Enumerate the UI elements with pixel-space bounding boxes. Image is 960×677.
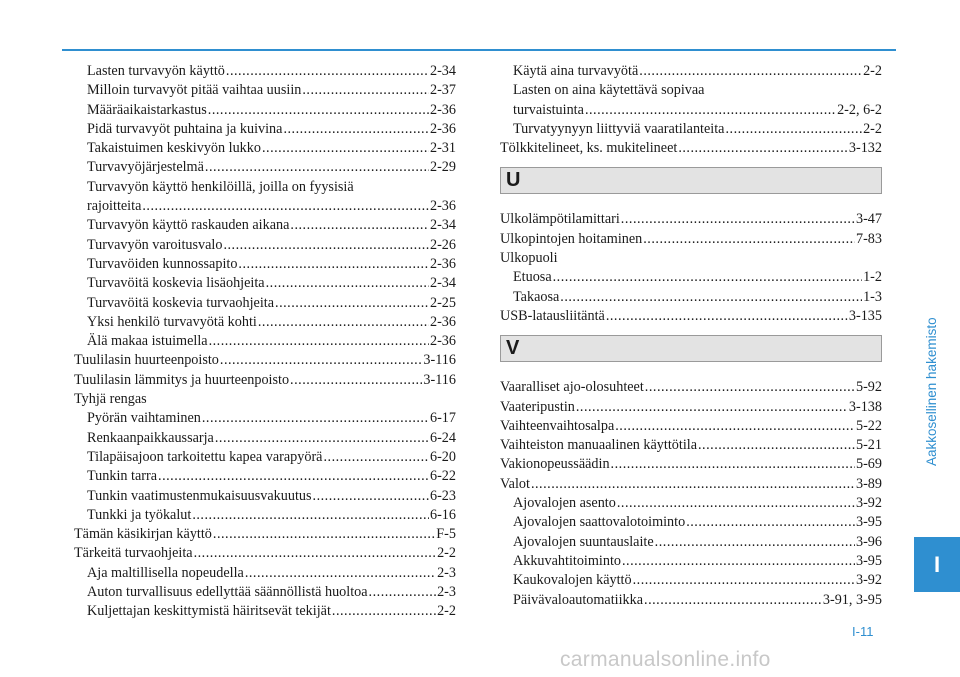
entry-term: Tilapäisajoon tarkoitettu kapea varapyörä [87,448,323,465]
entry-term: Ulkolämpötilamittari [500,211,620,228]
index-entry [74,544,456,563]
entry-term: Aja maltillisella nopeudella [87,564,244,581]
dot-leader [622,552,855,571]
dot-leader [205,158,429,177]
index-entry [500,307,882,326]
entry-page-ref: 6-16 [429,506,456,523]
entry-term: Turvavöitä koskevia lisäohjeita [87,275,265,292]
dot-leader [576,398,848,417]
dot-leader [553,268,862,287]
dot-leader [655,533,855,552]
section-letter: U [506,169,521,192]
dot-leader [323,448,429,467]
entry-term: Ulkopintojen hoitaminen [500,230,643,247]
dot-leader [615,417,855,436]
entry-term: Ajovalojen saattovalotoiminto [513,514,686,531]
index-entry [74,429,456,448]
index-entry [74,467,456,486]
entry-page-ref: 2-2 [437,545,456,562]
page-number: I-11 [852,624,874,639]
dot-leader [266,274,429,293]
index-entry [500,571,882,590]
index-entry [74,332,456,351]
entry-term: Milloin turvavyöt pitää vaihtaa uusiin [87,82,302,99]
entry-term: turvaistuinta [513,101,584,118]
dot-leader [223,236,429,255]
index-entry [74,120,456,139]
dot-leader [560,288,862,307]
index-entry [74,313,456,332]
index-group-t-continued [500,62,882,158]
index-entry [74,101,456,120]
index-entry: Lasten on aina käytettävä sopivaa [513,82,705,99]
dot-leader [644,591,822,610]
entry-page-ref: 1-2 [863,269,882,286]
entry-term: Vakionopeussäädin [500,456,610,473]
entry-page-ref: 5-21 [855,437,882,454]
entry-term: Tuulilasin huurteenpoisto [74,352,219,369]
entry-page-ref: 2-34 [429,275,456,292]
entry-page-ref: 3-95 [855,552,882,569]
dot-leader [275,294,429,313]
entry-term: Valot [500,475,530,492]
index-entry [500,62,882,81]
entry-page-ref: 3-47 [855,211,882,228]
entry-term: Päivävaloautomatiikka [513,591,644,608]
index-entry [500,417,882,436]
index-entry [500,288,882,307]
entry-page-ref: 2-3 [437,564,456,581]
section-header-u [500,167,882,194]
entry-page-ref: 2-34 [429,63,456,79]
entry-page-ref: 2-2, 6-2 [837,101,882,118]
entry-term: Tölkkitelineet, ks. mukitelineet [500,140,678,157]
entry-page-ref: 6-23 [429,487,456,504]
index-entry [74,602,456,621]
entry-page-ref: 3-91, 3-95 [822,591,882,608]
entry-term: Auton turvallisuus edellyttää säännöllistä huoltoa [87,584,368,601]
dot-leader [283,120,429,139]
dot-leader [698,436,855,455]
index-entry [500,378,882,397]
entry-page-ref: 3-116 [423,352,456,369]
dot-leader [302,81,429,100]
entry-page-ref: 2-2 [863,63,882,79]
entry-term: Vaihteiston manuaalinen käyttötila [500,437,697,454]
index-entry [74,371,456,390]
entry-term: Tärkeitä turvaohjeita [74,545,193,562]
index-group-v [500,378,882,610]
index-entry [500,139,882,158]
dot-leader [192,506,429,525]
entry-term: Takaosa [513,288,560,305]
dot-leader [245,564,436,583]
entry-page-ref: 2-31 [429,140,456,157]
entry-page-ref: 6-17 [429,410,456,427]
entry-page-ref: 3-138 [848,398,882,415]
dot-leader [621,210,855,229]
dot-leader [213,525,435,544]
entry-page-ref: 2-37 [429,82,456,99]
entry-page-ref: 2-25 [429,294,456,311]
dot-leader [202,409,429,428]
index-entry [74,506,456,525]
entry-term: Käytä aina turvavyötä [513,63,639,79]
entry-term: Ajovalojen suuntauslaite [513,533,654,550]
index-entry [500,513,882,532]
entry-term: Kuljettajan keskittymistä häiritsevät tekijät [87,603,331,620]
dot-leader [611,455,855,474]
section-letter: V [506,337,520,360]
index-entry [74,158,456,177]
dot-leader [142,197,429,216]
index-entry [74,62,456,81]
entry-term: Vaihteenvaihtosalpa [500,417,615,434]
dot-leader [606,307,848,326]
entry-page-ref: 2-26 [429,236,456,253]
index-entry [74,525,456,544]
dot-leader [194,544,437,563]
entry-page-ref: 2-36 [429,101,456,118]
entry-term: Lasten turvavyön käyttö [87,63,225,79]
entry-term: Renkaanpaikkaussarja [87,429,214,446]
index-entry [500,101,882,120]
dot-leader [290,371,422,390]
index-group-u [500,210,882,326]
dot-leader [262,139,429,158]
entry-term: Älä makaa istuimella [87,333,208,350]
dot-leader [585,101,836,120]
index-entry [500,494,882,513]
entry-page-ref: F-5 [436,526,456,543]
section-tab [914,537,960,592]
dot-leader [158,467,429,486]
entry-page-ref: 3-96 [855,533,882,550]
dot-leader [531,475,855,494]
entry-page-ref: 6-24 [429,429,456,446]
dot-leader [643,230,855,249]
index-entry [74,81,456,100]
entry-term: Takaistuimen keskivyön lukko [87,140,261,157]
entry-page-ref: 3-116 [423,371,456,388]
entry-term: Yksi henkilö turvavyötä kohti [87,313,257,330]
dot-leader [209,332,429,351]
index-entry [74,139,456,158]
dot-leader [290,216,429,235]
index-entry [500,436,882,455]
entry-term: Akkuvahtitoiminto [513,552,621,569]
entry-term: Tunkin tarra [87,468,158,485]
entry-page-ref: 2-36 [429,120,456,137]
entry-term: Pyörän vaihtaminen [87,410,201,427]
dot-leader [258,313,429,332]
top-rule [62,49,896,51]
index-entry [74,255,456,274]
entry-page-ref: 3-95 [855,514,882,531]
section-header-v [500,335,882,362]
entry-page-ref: 2-36 [429,333,456,350]
index-entry [500,210,882,229]
entry-term: Määräaikaistarkastus [87,101,207,118]
entry-term: Tunkin vaatimustenmukaisuusvakuutus [87,487,312,504]
index-entry: Tyhjä rengas [74,391,147,408]
entry-page-ref: 3-92 [855,495,882,512]
entry-page-ref: 3-135 [848,307,882,324]
dot-leader [369,583,437,602]
entry-term: USB-latausliitäntä [500,307,605,324]
entry-page-ref: 5-22 [855,417,882,434]
entry-page-ref: 2-29 [429,159,456,176]
entry-term: Tunkki ja työkalut [87,506,192,523]
entry-term: Turvavyön varoitusvalo [87,236,223,253]
index-entry: Ulkopuoli [500,250,558,267]
entry-term: Tuulilasin lämmitys ja huurteenpoisto [74,371,290,388]
index-entry [74,487,456,506]
entry-page-ref: 6-20 [429,448,456,465]
dot-leader [220,351,423,370]
entry-term: Tämän käsikirjan käyttö [74,526,212,543]
index-entry [74,448,456,467]
entry-term: Turvavöitä koskevia turvaohjeita [87,294,275,311]
entry-page-ref: 2-36 [429,313,456,330]
index-entry [500,268,882,287]
dot-leader [313,487,429,506]
index-entry [74,409,456,428]
index-entry [500,455,882,474]
entry-page-ref: 5-69 [855,456,882,473]
entry-page-ref: 3-92 [855,572,882,589]
entry-term: Turvatyynyyn liittyviä vaaratilanteita [513,120,725,137]
dot-leader [686,513,855,532]
index-entry [74,197,456,216]
index-entry [500,552,882,571]
entry-page-ref: 7-83 [855,230,882,247]
index-entry [74,216,456,235]
entry-page-ref: 3-89 [855,475,882,492]
dot-leader [725,120,862,139]
index-entry [74,351,456,370]
entry-term: Kaukovalojen käyttö [513,572,632,589]
dot-leader [226,62,429,81]
dot-leader [208,101,429,120]
section-tab-label: I [933,551,941,577]
entry-term: rajoitteita [87,198,142,215]
index-entry [500,591,882,610]
entry-term: Vaaralliset ajo-olosuhteet [500,379,644,396]
entry-page-ref: 2-2 [863,120,882,137]
dot-leader [332,602,436,621]
index-entry [74,564,456,583]
entry-term: Pidä turvavyöt puhtaina ja kuivina [87,120,283,137]
entry-term: Turvavyön käyttö raskauden aikana [87,217,290,234]
entry-term: Ajovalojen asento [513,495,616,512]
index-entry [500,120,882,139]
index-column-left [74,62,456,622]
entry-page-ref: 2-34 [429,217,456,234]
side-label: Aakkosellinen hakemisto [924,317,939,466]
entry-term: Turvavyöjärjestelmä [87,159,204,176]
index-entry [500,533,882,552]
index-entry [500,475,882,494]
watermark: carmanualsonline.info [560,648,771,671]
dot-leader [238,255,429,274]
dot-leader [617,494,855,513]
dot-leader [678,139,848,158]
entry-page-ref: 5-92 [855,379,882,396]
entry-term: Vaateripustin [500,398,575,415]
entry-page-ref: 2-36 [429,198,456,215]
entry-page-ref: 2-36 [429,255,456,272]
index-entry [500,230,882,249]
entry-page-ref: 1-3 [863,288,882,305]
dot-leader [633,571,855,590]
entry-page-ref: 2-2 [437,603,456,620]
index-entry [74,274,456,293]
entry-page-ref: 6-22 [429,468,456,485]
dot-leader [215,429,429,448]
index-entry [74,294,456,313]
entry-page-ref: 2-3 [437,584,456,601]
dot-leader [645,378,855,397]
entry-page-ref: 3-132 [848,140,882,157]
index-entry: Turvavyön käyttö henkilöillä, joilla on fyysisiä [87,178,354,195]
index-column-right [500,62,882,610]
entry-term: Etuosa [513,269,552,286]
index-entry [74,583,456,602]
dot-leader [639,62,862,81]
index-entry [74,236,456,255]
entry-term: Turvavöiden kunnossapito [87,255,238,272]
index-entry [500,398,882,417]
